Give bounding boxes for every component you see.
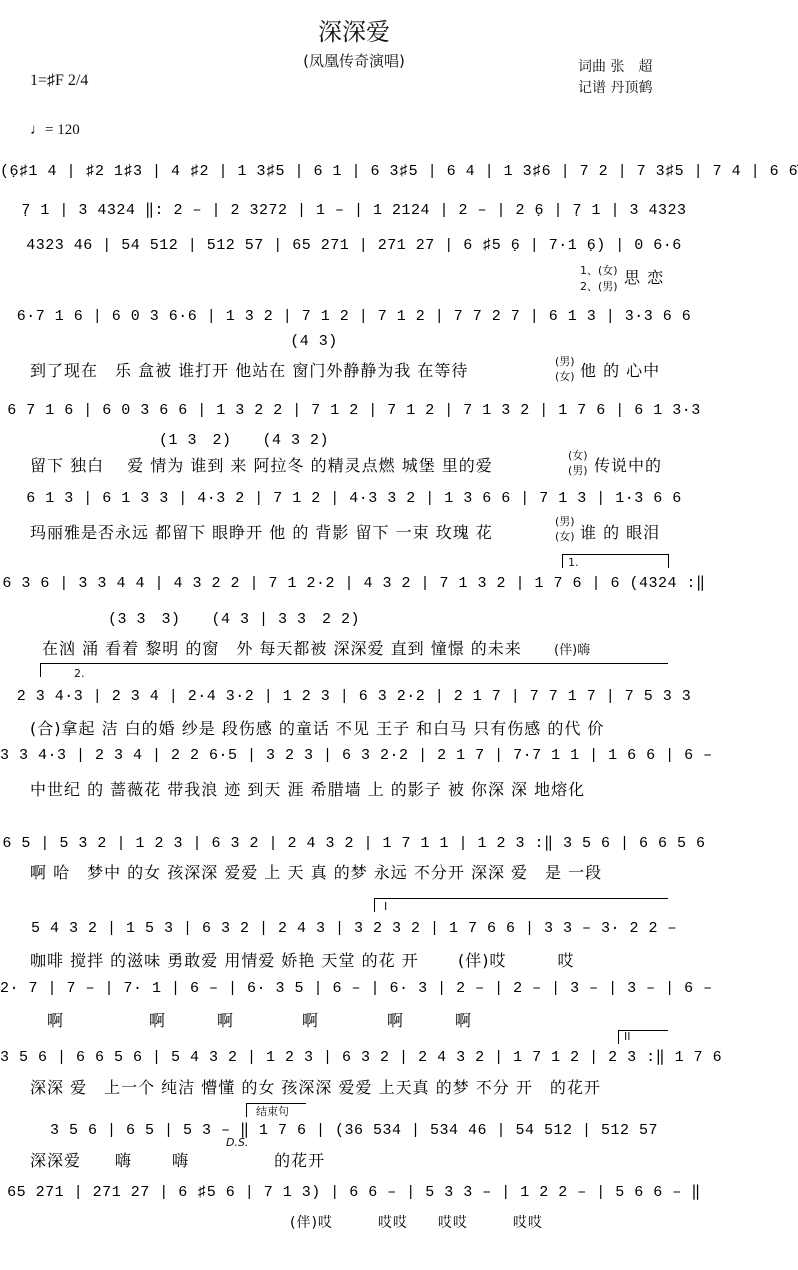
- lyric-line: 咖啡 搅拌 的滋味 勇敢爱 用情爱 娇艳 天堂 的花 开: [30, 951, 419, 970]
- lyric-tail: (伴)哎 哎: [458, 951, 575, 970]
- lyric-line: 深深 爱 上一个 纯洁 懵懂 的女 孩深深 爱爱 上天真 的梦 不分 开 的花开: [30, 1078, 601, 1097]
- notation-line: 5 4 3 2 | 1 5 3 | 6 3 2 | 2 4 3 | 3 2 3 2 | 1 7 6 6 | 3 3 – 3· 2 2 –: [30, 920, 678, 937]
- volta-label: 2.: [74, 667, 85, 680]
- lyric-line: 在汹 涌 看着 黎明 的窗 外 每天都被 深深爱 直到 憧憬 的未来: [42, 639, 522, 658]
- notation-line: 6 1 3 | 6 1 3 3 | 4·3 2 | 7 1 2 | 4·3 3 2 | 1 3 6 6 | 7 1 3 | 1·3 6 6: [26, 490, 682, 507]
- volta-bracket: [40, 663, 41, 677]
- lyric-line: 啊 啊 啊 啊 啊 啊: [30, 1011, 473, 1030]
- notation-line: 65 271 | 271 27 | 6 ♯5 6 | 7 1 3) | 6 6 – | 5 3 3 – | 1 2 2 – | 5 6 6 – ‖: [7, 1184, 701, 1201]
- volta-label: II: [624, 1030, 631, 1043]
- lyric-line: (合)拿起 洁 白的婚 纱是 段伤感 的童话 不见 王子 和白马 只有伤感 的代 价: [30, 719, 605, 738]
- tempo-mark: ♩= 120: [30, 122, 80, 138]
- voice-label: (男): [568, 464, 588, 477]
- volta-bracket: [618, 1030, 619, 1044]
- lyric-line: 留下 独白 爱 情为 谁到 来 阿拉冬 的精灵点燃 城堡 里的爱: [30, 456, 493, 475]
- lyric-line: 到了现在 乐 盒被 谁打开 他站在 窗门外静静为我 在等待: [30, 361, 469, 380]
- lyric-line: (伴)哎 哎哎 哎哎 哎哎: [290, 1215, 543, 1231]
- lyric-tail: 传说中的: [594, 456, 663, 475]
- volta-bracket: [374, 898, 668, 899]
- notation-line: 7̣ 1 | 3 4324 ‖: 2 – | 2 3272 | 1 – | 1 2124 | 2 – | 2 6̣ | 7̣ 1 | 3 4323: [21, 202, 687, 219]
- notation-line: 3 5 6 | 6 5 | 5 3 – ‖ 1 7 6 | (36 534 | 534 46 | 54 512 | 512 57: [49, 1122, 659, 1139]
- notation-line: 2 3 4·3 | 2 3 4 | 2·4 3·2 | 1 2 3 | 6 3 2·2 | 2 1 7 | 7 7 1 7 | 7 5 3 3: [16, 688, 692, 705]
- notation-line: 3 5 6 | 6 6 5 6 | 5 4 3 2 | 1 2 3 | 6 3 2 | 2 4 3 2 | 1 7 1 2 | 2 3 :‖ 1 7 6: [0, 1049, 723, 1066]
- volta-bracket: [562, 554, 563, 568]
- voice-label: (女): [555, 530, 575, 543]
- notation-line: 6 3 6 | 3 3 4 4 | 4 3 2 2 | 7 1 2·2 | 4 3 2 | 7 1 3 2 | 1 7 6 | 6 (4324 :‖: [2, 575, 706, 592]
- lyric-line: 深深爱 嗨 嗨 的花开: [30, 1151, 326, 1170]
- harmony-line: (1 3 2) (4 3 2): [158, 432, 330, 449]
- notation-line: 4323 46 | 54 512 | 512 57 | 65 271 | 271 27 | 6 ♯5 6̣ | 7·1 6̣) | 0 6·6: [26, 237, 682, 254]
- volta-bracket: [668, 554, 669, 568]
- volta-bracket: [374, 898, 375, 912]
- lyric-tail: 他 的 心中: [580, 361, 661, 380]
- voice-label: (女): [568, 449, 588, 462]
- song-title: 深深爱: [318, 18, 390, 46]
- credit-lyrics: 词曲 张 超: [578, 59, 653, 75]
- lyric-tail: 谁 的 眼泪: [580, 523, 661, 542]
- notation-line: 6·7 1 6 | 6 0 3 6·6 | 1 3 2 | 7 1 2 | 7 1 2 | 7 7 2 7 | 6 1 3 | 3·3 6 6: [16, 308, 692, 325]
- volta-label: 结束句: [256, 1105, 289, 1118]
- harmony-line: (3 3 3) (4 3 | 3 3 2 2): [107, 611, 361, 628]
- song-subtitle: (凤凰传奇演唱): [303, 52, 405, 70]
- volta-label: 1.: [568, 556, 579, 569]
- lyric-tail: (伴)嗨: [554, 643, 591, 658]
- voice-label: (男): [555, 355, 575, 368]
- notation-line: (6̣♯1 4 | ♯2 1♯3 | 4 ♯2 | 1 3♯5 | 6 1 | 6 3♯5 | 6 4 | 1 3♯6 | 7 2 | 7 3♯5 | 7 4 | 6 6̇: [0, 163, 798, 180]
- volta-label: I: [384, 900, 388, 913]
- voice-label: (女): [555, 370, 575, 383]
- lyric-line: 啊 哈 梦中 的女 孩深深 爱爱 上 天 真 的梦 永远 不分开 深深 爱 是 一段: [30, 863, 603, 882]
- credit-score: 记谱 丹顶鹤: [578, 80, 653, 96]
- notation-line: 2· 7 | 7 – | 7· 1 | 6 – | 6· 3 5 | 6 – | 6· 3 | 2 – | 2 – | 3 – | 3 – | 6 –: [0, 980, 713, 997]
- volta-bracket: [246, 1103, 247, 1117]
- lyric-line: 中世纪 的 蔷薇花 带我浪 迹 到天 涯 希腊墙 上 的影子 被 你深 深 地熔化: [30, 780, 586, 799]
- harmony-line: (4 3): [290, 333, 338, 350]
- notation-line: 6 7 1 6 | 6 0 3 6 6 | 1 3 2 2 | 7 1 2 | 7 1 2 | 7 1 3 2 | 1 7 6 | 6 1 3·3: [7, 402, 701, 419]
- key-signature: 1=♯F 2/4: [30, 72, 89, 89]
- ds-mark: D.S.: [226, 1136, 249, 1149]
- notation-line: 6 5 | 5 3 2 | 1 2 3 | 6 3 2 | 2 4 3 2 | 1 7 1 1 | 1 2 3 :‖ 3 5 6 | 6 6 5 6: [2, 835, 706, 852]
- volta-bracket: [562, 554, 669, 555]
- lyric-text: 思 恋: [624, 268, 665, 287]
- volta-bracket: [40, 663, 668, 664]
- notation-line: 3 3 4·3 | 2 3 4 | 2 2 6·5 | 3 2 3 | 6 3 2·2 | 2 1 7 | 7·7 1 1 | 1 6 6 | 6 –: [0, 747, 713, 764]
- lyric-line: 玛丽雅是否永远 都留下 眼睁开 他 的 背影 留下 一束 玫瑰 花: [30, 523, 493, 542]
- voice-label: 2、(男): [580, 280, 618, 293]
- voice-label: (男): [555, 515, 575, 528]
- voice-label: 1、(女): [580, 264, 618, 277]
